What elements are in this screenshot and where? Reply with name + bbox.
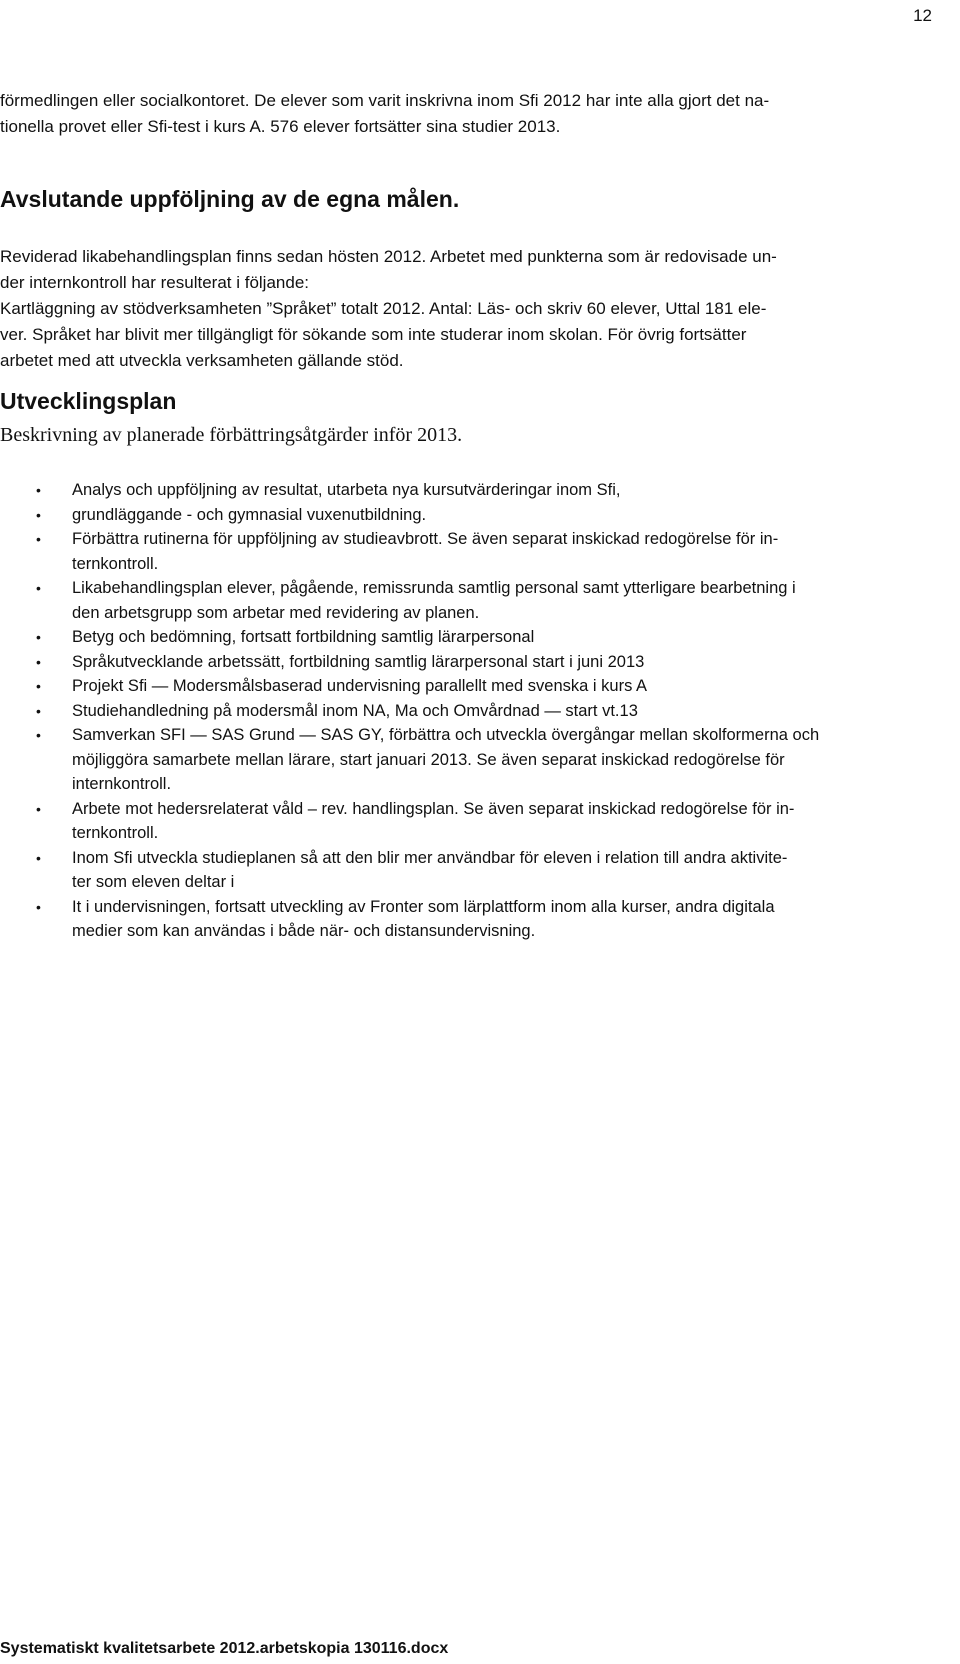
bullet-icon: •	[36, 580, 41, 596]
bullet-text-line: Inom Sfi utveckla studieplanen så att den blir mer användbar för eleven i relation till andra aktivite-	[72, 848, 788, 867]
bullet-item	[0, 650, 900, 675]
bullet-icon: •	[36, 678, 41, 694]
bullet-icon: •	[36, 800, 41, 817]
body-line: Reviderad likabehandlingsplan finns sedan hösten 2012. Arbetet med punkterna som är redovisade un-	[0, 247, 777, 266]
page-footer: Systematiskt kvalitetsarbete 2012.arbetskopia 130116.docx	[0, 1640, 449, 1657]
bullet-text-line: It i undervisningen, fortsatt utveckling av Fronter som lärplattform inom alla kurser, andra digitala	[72, 897, 775, 916]
bullet-text-line: Studiehandledning på modersmål inom NA, Ma och Omvårdnad — start vt.13	[72, 701, 638, 720]
bullet-text-line: ternkontroll.	[72, 824, 159, 842]
bullet-text-line: Förbättra rutinerna för uppföljning av studieavbrott. Se även separat inskickad redogörelse för in-	[72, 530, 779, 548]
bullet-icon: •	[36, 849, 41, 866]
bullet-text-line: medier som kan användas i både när- och distansundervisning.	[72, 922, 536, 940]
bullet-text-line: Språkutvecklande arbetssätt, fortbildning samtlig lärarpersonal start i juni 2013	[72, 652, 645, 671]
bullet-item	[0, 527, 900, 576]
bullet-icon: •	[36, 898, 41, 915]
body-line: ver. Språket har blivit mer tillgängligt för sökande som inte studerar inom skolan. För övrig fortsätter	[0, 325, 747, 344]
intro-line: tionella provet eller Sfi-test i kurs A. 576 elever fortsätter sina studier 2013.	[0, 117, 561, 136]
bullet-list	[0, 478, 900, 944]
bullet-item	[0, 895, 900, 944]
intro-paragraph	[0, 88, 880, 140]
bullet-icon: •	[36, 531, 41, 547]
bullet-text-line: ternkontroll.	[72, 554, 159, 573]
plan-subheading: Beskrivning av planerade förbättringsåtgärder inför 2013.	[0, 424, 463, 446]
body-line: Kartläggning av stödverksamheten ”Språket” totalt 2012. Antal: Läs- och skriv 60 elever, Uttal 181 ele-	[0, 299, 767, 318]
bullet-item	[0, 723, 900, 797]
bullet-text-line: Arbete mot hedersrelaterat våld – rev. handlingsplan. Se även separat inskickad redogörelse för in-	[72, 799, 795, 818]
page-number: 12	[913, 6, 932, 25]
section-heading: Avslutande uppföljning av de egna målen.	[0, 186, 460, 212]
bullet-item	[0, 699, 900, 724]
bullet-item	[0, 503, 900, 528]
bullet-text-line: internkontroll.	[72, 775, 172, 793]
bullet-text-line: Projekt Sfi — Modersmålsbaserad undervisning parallellt med svenska i kurs A	[72, 677, 648, 695]
body-line: arbetet med att utveckla verksamheten gällande stöd.	[0, 351, 404, 370]
intro-line: förmedlingen eller socialkontoret. De elever som varit inskrivna inom Sfi 2012 har inte alla gjort det na-	[0, 91, 770, 110]
plan-heading: Utvecklingsplan	[0, 388, 177, 414]
bullet-item	[0, 846, 900, 895]
bullet-text-line: grundläggande - och gymnasial vuxenutbildning.	[72, 505, 427, 524]
bullet-item	[0, 797, 900, 846]
bullet-item	[0, 576, 900, 625]
bullet-icon: •	[36, 653, 41, 670]
bullet-item	[0, 625, 900, 650]
bullet-text-line: ter som eleven deltar i	[72, 873, 235, 891]
bullet-text-line: möjliggöra samarbete mellan lärare, start januari 2013. Se även separat inskickad redogörelse för	[72, 750, 785, 769]
bullet-icon: •	[36, 506, 41, 523]
body-line: der internkontroll har resulterat i följande:	[0, 273, 309, 292]
bullet-text-line: den arbetsgrupp som arbetar med revidering av planen.	[72, 603, 480, 622]
bullet-icon: •	[36, 482, 41, 498]
bullet-text-line: Samverkan SFI — SAS Grund — SAS GY, förbättra och utveckla övergångar mellan skolformerna och	[72, 726, 820, 744]
bullet-icon: •	[36, 727, 41, 743]
bullet-item	[0, 674, 900, 699]
body-paragraph	[0, 244, 880, 374]
bullet-text-line: Analys och uppföljning av resultat, utarbeta nya kursutvärderingar inom Sfi,	[72, 481, 621, 499]
bullet-text-line: Likabehandlingsplan elever, pågående, remissrunda samtlig personal samt ytterligare bearbetning i	[72, 579, 796, 597]
bullet-icon: •	[36, 702, 41, 719]
bullet-text-line: Betyg och bedömning, fortsatt fortbildning samtlig lärarpersonal	[72, 628, 535, 646]
bullet-item	[0, 478, 900, 503]
bullet-icon: •	[36, 629, 41, 645]
